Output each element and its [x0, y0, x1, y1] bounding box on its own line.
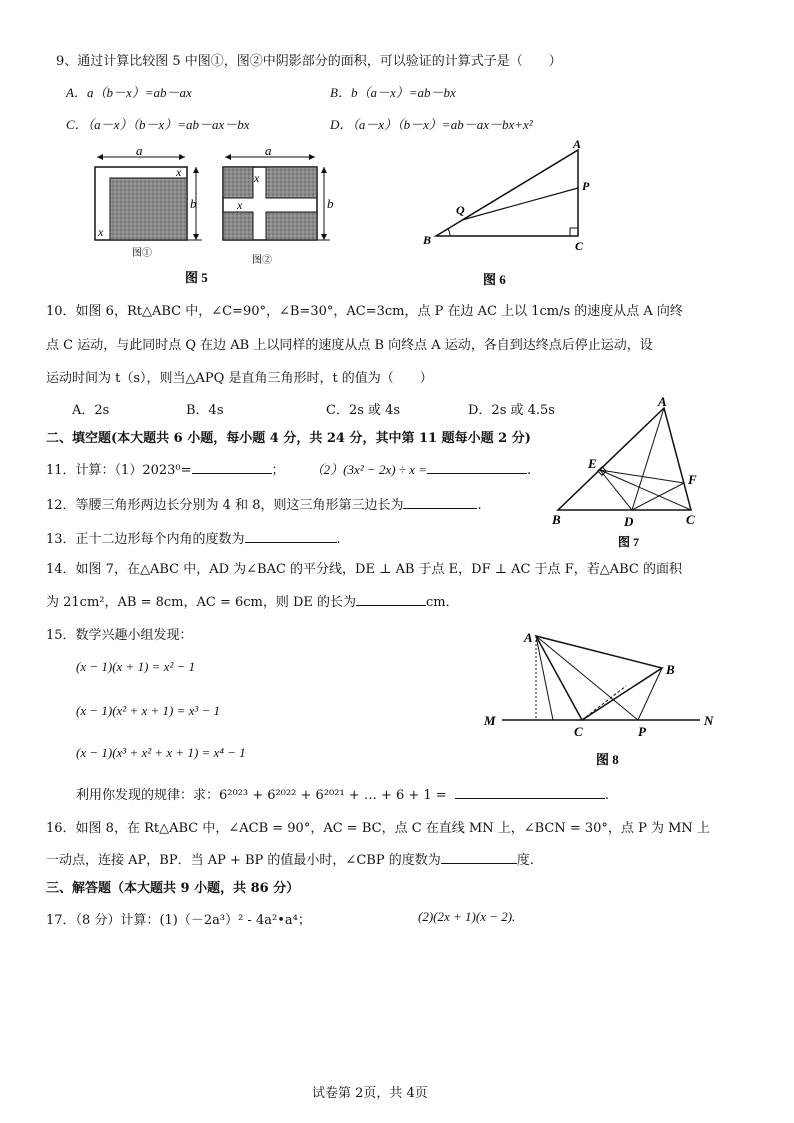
- q10-option-d: D．2s 或 4.5s: [468, 403, 555, 418]
- q13-blank[interactable]: [245, 530, 337, 543]
- fig7-label-b: B: [552, 512, 561, 527]
- fig5-shade-1: [110, 178, 187, 240]
- fig5-sub1: 图①: [132, 248, 152, 259]
- fig6-label-c: C: [575, 239, 584, 253]
- fig5-label-a1: a: [136, 145, 143, 158]
- q16-line2: [46, 849, 534, 868]
- q9-option-b: B．b（a－x）=ab－bx: [330, 85, 456, 100]
- fig5-label-x3: x: [254, 171, 260, 185]
- fig8-label-p: P: [638, 724, 646, 739]
- q11-blank-1[interactable]: [192, 461, 272, 474]
- fig5-label-x1: x: [176, 165, 182, 179]
- figure-5: [80, 145, 350, 290]
- q15-eq3: (x − 1)(x³ + x² + x + 1) = x⁴ − 1: [76, 745, 246, 760]
- q14-line2: [46, 591, 459, 610]
- q13-text: 13．正十二边形每个内角的度数为: [46, 532, 245, 547]
- fig6-label-a: A: [573, 138, 582, 151]
- q10-option-a: A．2s: [72, 403, 110, 418]
- q9-option-d: D．（a－x）（b－x）=ab－ax－bx+x²: [330, 117, 533, 132]
- fig8-label-b: B: [666, 662, 675, 677]
- q11-sep: ；: [271, 463, 285, 478]
- q10-line3: 运动时间为 t（s），则当△APQ 是直角三角形时，t 的值为（ ）: [46, 371, 433, 386]
- fig7-label-e: E: [588, 456, 597, 471]
- q16-line2-text: 一动点，连接 AP，BP．当 AP + BP 的值最小时，∠CBP 的度数为: [46, 853, 441, 868]
- q15-title: 15．数学兴趣小组发现：: [46, 628, 193, 643]
- q10-line1: 10．如图 6，Rt△ABC 中，∠C=90°，∠B=30°，AC=3cm，点 P 在边 AC 上以 1cm/s 的速度从点 A 向终: [46, 304, 683, 319]
- fig7-caption: 图 7: [618, 535, 640, 549]
- q14-line1: 14．如图 7，在△ABC 中，AD 为∠BAC 的平分线，DE ⊥ AB 于点 E，DF ⊥ AC 于点 F，若△ABC 的面积: [46, 562, 682, 577]
- q11-blank-2[interactable]: [427, 461, 527, 474]
- fig7-label-c: C: [686, 512, 695, 527]
- q11-label: 11．计算：（1）2023⁰=: [46, 463, 192, 478]
- fig6-segment-qp: [462, 188, 578, 220]
- q15-ask: [76, 784, 609, 803]
- q11: [46, 459, 531, 478]
- figure-7: [546, 392, 712, 554]
- fig6-label-p: P: [582, 179, 590, 193]
- fig5-label-a2: a: [265, 145, 272, 158]
- fig7-label-d: D: [624, 514, 634, 529]
- q17-label: 17．（8 分）计算：(1)（－2a³）² - 4a²•a⁴；: [46, 913, 311, 928]
- fig8-label-n: N: [704, 713, 714, 728]
- q10-option-c: C．2s 或 4s: [326, 403, 401, 418]
- fig7-de: [600, 470, 632, 510]
- figure-6: [418, 138, 598, 290]
- q14-line2-text: 为 21cm²，AB = 8cm，AC = 6cm，则 DE 的长为: [46, 595, 357, 610]
- q15-eq1: (x − 1)(x + 1) = x² − 1: [76, 659, 196, 674]
- fig8-label-a: A: [524, 630, 533, 645]
- fig5-label-x4: x: [237, 198, 243, 212]
- section-2-heading: 二、填空题(本大题共 6 小题，每小题 4 分，共 24 分，其中第 11 题每小题 2 分): [46, 431, 531, 446]
- q16-blank[interactable]: [441, 851, 517, 864]
- q11-part2: （2）(3x² − 2x) ÷ x =: [310, 462, 427, 477]
- figure-8: [478, 626, 720, 774]
- fig6-caption: 图 6: [483, 272, 506, 287]
- q13-end: .: [336, 532, 341, 547]
- fig5-label-b1: b: [190, 196, 197, 211]
- fig5-label-x2: x: [98, 225, 104, 239]
- q10-line2: 点 C 运动，与此同时点 Q 在边 AB 上以同样的速度从点 B 向终点 A 运动，各自到达终点后停止运动，设: [46, 338, 653, 353]
- q12-blank[interactable]: [403, 496, 477, 509]
- fig5-sub2: 图②: [252, 255, 272, 266]
- q15-blank[interactable]: [455, 786, 605, 799]
- q14-unit: cm．: [426, 595, 459, 610]
- fig8-label-m: M: [484, 713, 496, 728]
- fig6-label-b: B: [423, 233, 432, 247]
- fig7-label-a: A: [658, 394, 667, 409]
- q9-option-c: C．（a－x）（b－x）=ab－ax－bx: [66, 117, 250, 132]
- q14-blank[interactable]: [356, 593, 426, 606]
- fig6-label-q: Q: [456, 203, 465, 217]
- q12-text: 12．等腰三角形两边长分别为 4 和 8，则这三角形第三边长为: [46, 498, 404, 513]
- q16-line1: 16．如图 8，在 Rt△ABC 中，∠ACB = 90°，AC = BC，点 C 在直线 MN 上，∠BCN = 30°，点 P 为 MN 上: [46, 821, 710, 836]
- page-footer: 试卷第 2页，共 4页: [312, 1086, 428, 1101]
- fig8-caption: 图 8: [596, 752, 619, 767]
- q15-eq2: (x − 1)(x² + x + 1) = x³ − 1: [76, 703, 221, 718]
- section-3-heading: 三、解答题（本大题共 9 小题，共 86 分）: [46, 881, 300, 896]
- fig5-label-b2: b: [327, 196, 334, 211]
- fig5-caption: 图 5: [185, 270, 208, 285]
- q10-option-b: B．4s: [186, 403, 224, 418]
- q9-option-a: A．a（b－x）=ab－ax: [66, 85, 192, 100]
- q9-stem: 9、通过计算比较图 5 中图①，图②中阴影部分的面积，可以验证的计算式子是（ ）: [56, 54, 562, 69]
- q17-part2: (2)(2x + 1)(x − 2).: [418, 909, 516, 924]
- q12: [46, 494, 482, 513]
- fig7-triangle: [558, 408, 691, 510]
- fig8-label-c: C: [574, 724, 583, 739]
- fig7-label-f: F: [688, 472, 697, 487]
- q15-end: .: [604, 788, 609, 803]
- q11-end: .: [526, 463, 532, 478]
- q15-ask-text: 利用你发现的规律：求：6²⁰²³ + 6²⁰²² + 6²⁰²¹ + … + 6 + 1 =: [76, 788, 447, 803]
- q13: [46, 528, 341, 547]
- q16-unit: 度.: [516, 853, 534, 868]
- q12-end: .: [477, 498, 482, 513]
